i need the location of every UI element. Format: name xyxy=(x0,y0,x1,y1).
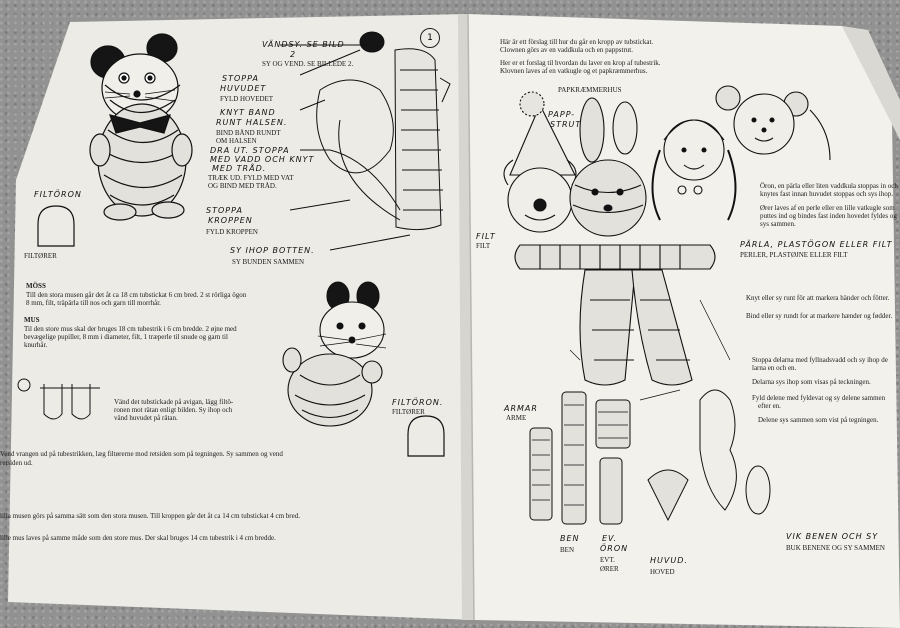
label-filtoron-left: FILTÖRON xyxy=(34,190,82,199)
label-knyt-band-1: KNYT BAND xyxy=(220,108,276,117)
label-arme: ARME xyxy=(506,414,527,422)
vend-text-1: Vend vrangen ud på tubestrikken, læg filtørerne mod retsiden som på tegningen. Sy sammen og vend xyxy=(0,450,283,458)
label-sy-bunden: SY BUNDEN SAMMEN xyxy=(232,258,305,266)
label-evt: EVT. xyxy=(600,556,615,564)
oron-text-1: Öron, en pärla eller liten vaddkula stoppas in och xyxy=(760,182,898,190)
label-hoved: HOVED xyxy=(650,568,675,576)
label-papprut-2: STRUT xyxy=(550,120,582,129)
label-bind-band-2: OM HALSEN xyxy=(216,137,257,145)
label-ev-oron-1: EV. xyxy=(602,534,618,543)
label-stoppa-huvudet-2: HUVUDET xyxy=(220,84,267,93)
label-ben-print: BEN xyxy=(560,546,574,554)
intro-text-4: Klovnen laves af en vatkugle og et papkræmmerhus. xyxy=(500,67,648,75)
label-filtorer-left: FILTØRER xyxy=(24,252,57,260)
fyld-text-2: efter en. xyxy=(758,402,781,410)
label-dra-ut-1: DRA UT. STOPPA xyxy=(210,146,290,155)
label-stoppa-huvudet-1: STOPPA xyxy=(222,74,259,83)
orer-text-2: puttes ind og bindes fast inden hovedet fyldes og xyxy=(760,212,897,220)
label-papkraemmerhus: PAPKRÆMMERHUS xyxy=(558,86,622,94)
label-traek-ud-1: TRÆK UD. FYLD MED VAT xyxy=(208,174,294,182)
label-stoppa-kroppen-1: STOPPA xyxy=(206,206,243,215)
label-traek-ud-2: OG BIND MED TRÅD. xyxy=(208,182,277,190)
mus-text-3: knurhår. xyxy=(24,341,48,349)
intro-text-3: Her er et forslag til hvordan du laver en krop af tubestrik. xyxy=(500,59,661,67)
label-filt-print: FILT xyxy=(476,242,491,250)
delene-text: Delene sys sammen som vist på tegningen. xyxy=(758,416,879,424)
bind-text: Bind eller sy rundt for at markere hænder og fødder. xyxy=(746,312,893,320)
stoppa-text-1: Stoppa delarna med fyllnadsvadd och sy ihop de xyxy=(752,356,888,364)
label-knyt-band-2: RUNT HALSEN. xyxy=(216,118,288,127)
label-huvud: HUVUD. xyxy=(650,556,688,565)
label-parla: PÄRLA, PLASTÖGON ELLER FILT xyxy=(740,240,893,249)
lilla-text: lilla musen görs på samma sätt som den stora musen. Till kroppen går det åt ca 14 cm tubstickat 4 cm bred. xyxy=(0,512,300,520)
label-filt-hand: FILT xyxy=(476,232,496,241)
label-armar: ARMAR xyxy=(504,404,538,413)
moss-text-2: 8 mm, filt, träpärla till nos och garn till morrhår. xyxy=(26,299,161,307)
delarna-text: Delarna sys ihop som visas på teckningen. xyxy=(752,378,871,386)
label-ev-oron-2: ÖRON xyxy=(600,544,629,553)
label-buk-benene: BUK BENENE OG SY SAMMEN xyxy=(786,544,885,552)
label-orer: ØRER xyxy=(600,565,619,573)
lille-text: lille mus laves på samme måde som den store mus. Der skal bruges 14 cm tubestrik i 4 cm bredde. xyxy=(0,534,276,542)
label-vandsy: VÄNDSY. SE BILD xyxy=(262,40,345,49)
label-perler: PERLER, PLASTØJNE ELLER FILT xyxy=(740,251,848,259)
label-fyld-kroppen: FYLD KROPPEN xyxy=(206,228,258,236)
label-filtoron-right: FILTÖRON. xyxy=(392,398,444,407)
oron-text-2: knytes fast innan huvudet stoppas och sys ihop. xyxy=(760,190,893,198)
label-ben-hand: BEN xyxy=(560,534,580,543)
intro-text-1: Här är ett förslag till hur du går en kropp av tubstickat. xyxy=(500,38,654,46)
stoppa-text-2: larna en och en. xyxy=(752,364,797,372)
knyt-text: Knyt eller sy runt för att markera händer och fötter. xyxy=(746,294,890,302)
moss-text-1: Till den stora musen går det åt ca 18 cm tubstickat 6 cm bred. 2 st rörliga ögon xyxy=(26,291,247,299)
mus-heading: MUS xyxy=(24,316,40,324)
label-papprut: PAPP- xyxy=(548,110,575,119)
orer-text-1: Ører laves af en perle eller en lille vatkugle som xyxy=(760,204,895,212)
vand-text-3: vänd huvudet på rätan. xyxy=(114,414,178,422)
label-stoppa-kroppen-2: KROPPEN xyxy=(208,216,253,225)
label-vandsy-number: 2 xyxy=(290,50,297,59)
label-bind-band-1: BIND BÅND RUNDT xyxy=(216,129,281,137)
vand-text-2: ronen mot rätan enligt bilden. Sy ihop och xyxy=(114,406,233,414)
vend-text-2: retsiden ud. xyxy=(0,459,33,467)
mus-text-2: bevægelige pupiller, 8 mm i diameter, filt, 1 træperle til snude og garn til xyxy=(24,333,228,341)
fyld-text-1: Fyld delene med fyldevat og sy delene sammen xyxy=(752,394,886,402)
vand-text-1: Vänd det tubstickade på avigan, lägg filtö- xyxy=(114,398,234,406)
intro-text-2: Clownen görs av en vaddkula och en pappstrut. xyxy=(500,46,633,54)
moss-heading: MÖSS xyxy=(26,282,46,290)
label-fyld-hovedet: FYLD HOVEDET xyxy=(220,95,274,103)
page-number: 1 xyxy=(420,28,440,48)
label-filtorer-right: FILTØRER xyxy=(392,408,425,416)
label-dra-ut-3: MED TRÅD. xyxy=(212,164,267,173)
orer-text-3: sys sammen. xyxy=(760,220,796,228)
mus-text-1: Til den store mus skal der bruges 18 cm tubestrik i 6 cm bredde. 2 øjne med xyxy=(24,325,237,333)
label-vik-benen: VIK BENEN OCH SY xyxy=(786,532,879,541)
label-sy-ihop: SY IHOP BOTTEN. xyxy=(230,246,315,255)
label-dra-ut-2: MED VADD OCH KNYT xyxy=(210,155,315,164)
label-sy-og-vend: SY OG VEND. SE BILLEDE 2. xyxy=(262,60,354,68)
